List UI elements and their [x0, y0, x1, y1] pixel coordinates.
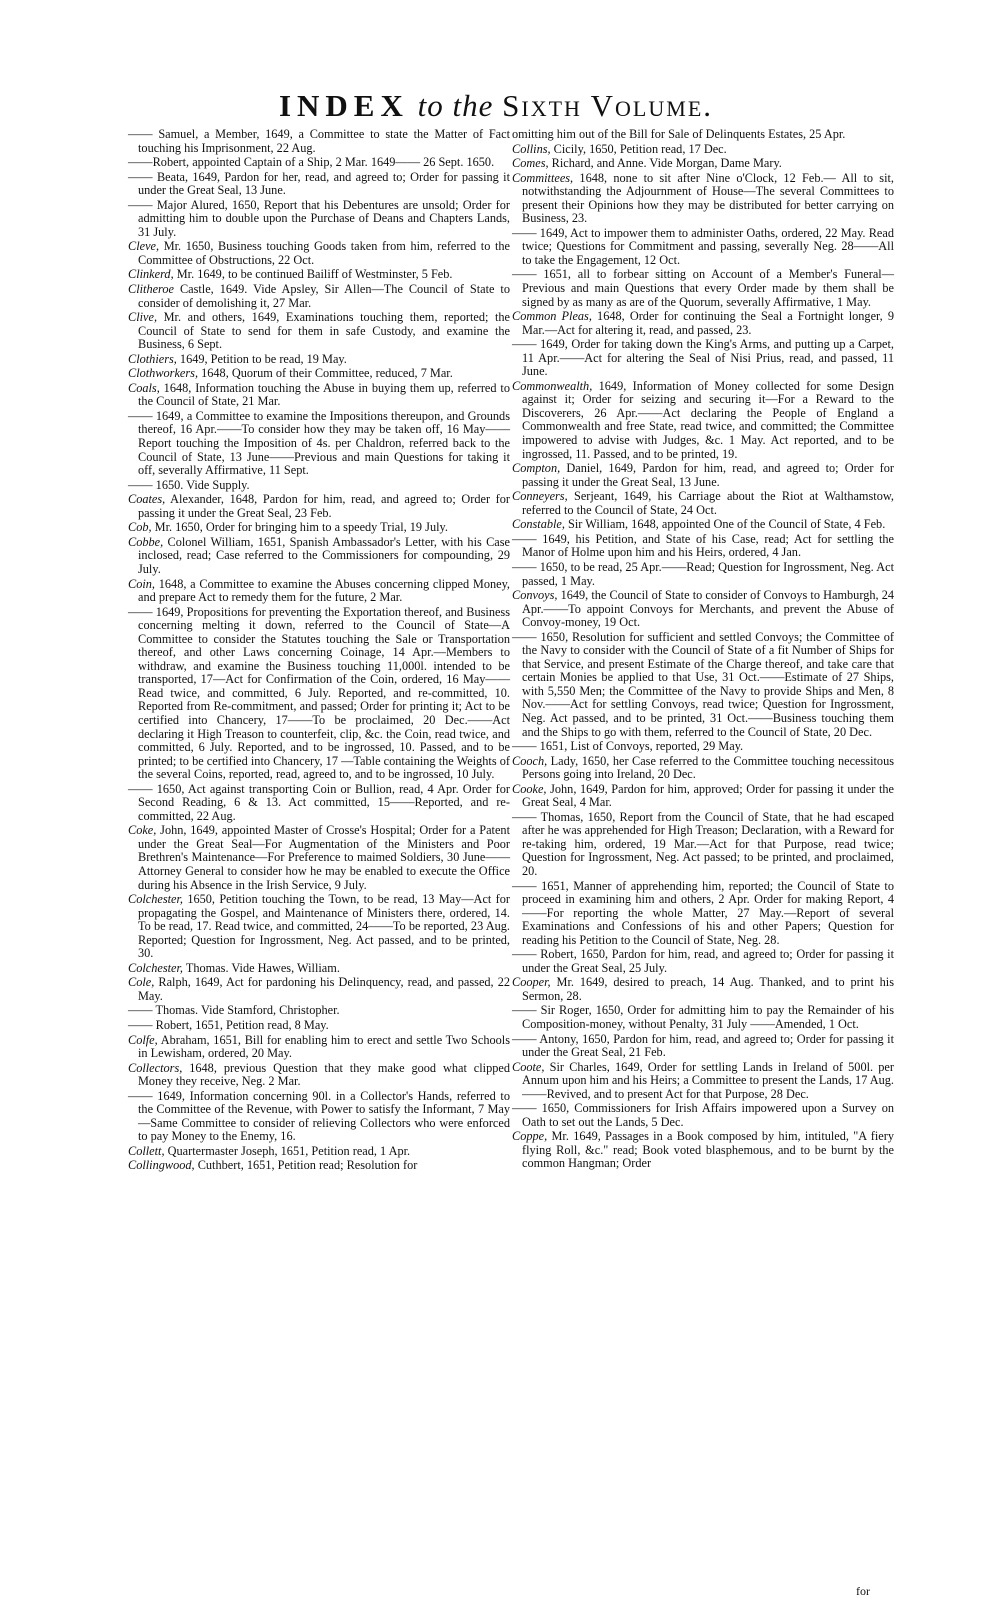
- entry-text: Richard, and Anne. Vide Morgan, Dame Mary.: [548, 156, 782, 171]
- entry-text: Cicily, 1650, Petition read, 17 Dec.: [550, 141, 727, 156]
- index-entry: [512, 1033, 894, 1060]
- index-entry: [512, 310, 894, 337]
- entry-headword: Conneyers,: [512, 489, 568, 504]
- index-entry: [512, 1130, 894, 1171]
- entry-text: —— Samuel, a Member, 1649, a Committee to state the Matter of Fact touching his Imprisonment, 22 Aug.: [128, 127, 510, 155]
- index-entry: [512, 561, 894, 588]
- entry-headword: Commonwealth,: [512, 378, 593, 393]
- entry-text: Mr. 1649, to be continued Bailiff of Westminster, 5 Feb.: [173, 267, 453, 282]
- header-volume: Volume.: [590, 88, 714, 123]
- index-entry: [512, 1061, 894, 1102]
- entry-text: —— Sir Roger, 1650, Order for admitting him to pay the Remainder of his Composition-money, without Penalty, 31 July ——Amended, 1 Oct.: [512, 1003, 894, 1031]
- entry-headword: Colchester,: [128, 892, 183, 907]
- entry-headword: Clitheroe: [128, 282, 174, 297]
- entry-text: —— 1651, all to forbear sitting on Account of a Member's Funeral—Previous and main Questions that every Order made by them shall be signed by as many as are of the Quorum, severally Affirmative, 1 May.: [512, 267, 894, 309]
- entry-headword: Collett,: [128, 1143, 165, 1158]
- index-entry: [128, 536, 510, 577]
- entry-text: John, 1649, appointed Master of Crosse's Hospital; Order for a Patent under the Great Seal—For Augmentation of the Ministers and Poor Brethren's Maintenance—For Preference to maimed Soldiers, 30 June——Attorney General to consider how he may be enabled to execute the Office during his Absence in the Irish Service, 9 July.: [138, 823, 510, 892]
- entry-text: —— 1649, a Committee to examine the Impositions thereupon, and Grounds thereof, 16 Apr.——To consider how they may be taken off, 16 May——Report touching the Imposition of 4s. per Chaldron, referred back to the Council of State, 13 June——Previous and main Questions for taking it off, severally Affirmative, 11 Sept.: [128, 408, 510, 478]
- index-entry: [128, 824, 510, 892]
- index-entry: [512, 631, 894, 739]
- entry-text: Sir Charles, 1649, Order for settling Lands in Ireland of 500l. per Annum upon him and his Heirs; a Committee to present the Lands, 17 Aug.——Revived, and to present Act for that Purpose, 28 Dec.: [522, 1059, 894, 1101]
- entry-headword: Clothiers,: [128, 351, 177, 366]
- entry-headword: Comes,: [512, 156, 549, 171]
- index-entry: [512, 338, 894, 379]
- entry-text: 1648, Quorum of their Committee, reduced, 7 Mar.: [198, 366, 453, 381]
- entry-text: Castle, 1649. Vide Apsley, Sir Allen—The Council of State to consider of demolishing it, 27 Mar.: [138, 282, 510, 310]
- entry-headword: Coke,: [128, 823, 157, 838]
- catchword: for: [856, 1584, 870, 1598]
- entry-text: —— 1650, Act against transporting Coin or Bullion, read, 4 Apr. Order for Second Reading, 6 & 13. Act committed, 15——Reported, and re-committed, 22 Aug.: [128, 781, 510, 823]
- entry-text: —— Thomas, 1650, Report from the Council of State, that he had escaped after he was apprehended for High Treason; Declaration, with a Reward for re-taking him, ordered, 19 Mar.—Act for that Purpose, read twice; Question for Ingrossment, Neg. Act passed; to be printed, and proclaimed, 20.: [512, 809, 894, 878]
- entry-headword: Convoys,: [512, 588, 558, 603]
- index-entry: [128, 962, 510, 976]
- entry-text: —— 1650, Resolution for sufficient and settled Convoys; the Committee of the Navy to consider with the Council of State of a fit Number of Ships for that Service, and present Estimate of the Charge thereof, and take care that certain Monies be applied to that Use, 31 Oct.——Estimate of 27 Ships, with 5,550 Men; the Committee of the Navy to provide Ships and Men, 8 Nov.——Act for settling Convoys, read twice; Question for Ingrossment, Neg. Act passed, and to be printed, 31 Oct.——Business touching them and the Ships to go with them, referred to the Council of State, 20 Dec.: [512, 629, 894, 739]
- index-entry: [512, 227, 894, 268]
- entry-headword: Colchester,: [128, 960, 183, 975]
- entry-text: Ralph, 1649, Act for pardoning his Delinquency, read, and passed, 22 May.: [138, 975, 510, 1003]
- index-entry: [128, 171, 510, 198]
- entry-headword: Cole,: [128, 975, 155, 990]
- entry-text: Lady, 1650, her Case referred to the Committee touching necessitous Persons going into Ireland, 20 Dec.: [522, 753, 894, 782]
- index-entry: [128, 976, 510, 1003]
- entry-text: Abraham, 1651, Bill for enabling him to erect and settle Two Schools in Lewisham, ordered, 20 May.: [138, 1032, 510, 1061]
- index-entry: [512, 1004, 894, 1031]
- index-entry: [512, 143, 894, 157]
- entry-text: Daniel, 1649, Pardon for him, read, and agreed to; Order for passing it under the Great Seal, 13 June.: [522, 461, 894, 489]
- entry-headword: Collins,: [512, 141, 551, 156]
- index-entry: [512, 157, 894, 171]
- index-entry: [512, 755, 894, 782]
- index-entry: [512, 948, 894, 975]
- index-entry: [512, 740, 894, 754]
- entry-text: Mr. 1649, desired to preach, 14 Aug. Thanked, and to print his Sermon, 28.: [522, 975, 894, 1003]
- index-entry: [128, 410, 510, 478]
- index-entry: [512, 589, 894, 630]
- entry-headword: Collingwood,: [128, 1158, 195, 1173]
- entry-text: Thomas. Vide Hawes, William.: [183, 960, 340, 975]
- entry-headword: Coppe,: [512, 1129, 548, 1144]
- entry-text: 1649, Information of Money collected for some Design against it; Order for seizing and securing it—For a Reward to the Discoverers, 26 Apr.——Act declaring the People of England a Commonwealth and free State, read twice, and committed; the Committee impowered to advise with Judges, &c. 1 May. Act reported, and to be ingrossed, 11. Passed, and to be printed, 19.: [522, 378, 894, 461]
- entry-text: Alexander, 1648, Pardon for him, read, and agreed to; Order for passing it under the Great Seal, 23 Feb.: [138, 492, 510, 520]
- entry-text: —— Beata, 1649, Pardon for her, read, and agreed to; Order for passing it under the Great Seal, 13 June.: [128, 169, 510, 198]
- entry-headword: Clinkerd,: [128, 267, 174, 282]
- entry-headword: Colfe,: [128, 1032, 158, 1047]
- entry-text: ——Robert, appointed Captain of a Ship, 2 Mar. 1649—— 26 Sept. 1650.: [128, 155, 495, 170]
- index-entry: [512, 976, 894, 1003]
- running-header: [0, 88, 992, 124]
- index-entry: [128, 1090, 510, 1144]
- entry-text: —— 1650, to be read, 25 Apr.——Read; Question for Ingrossment, Neg. Act passed, 1 May.: [512, 559, 894, 588]
- entry-text: 1648, Information touching the Abuse in buying them up, referred to the Council of State, 21 Mar.: [138, 380, 510, 409]
- entry-headword: Compton,: [512, 461, 561, 476]
- entry-text: —— 1650, Commissioners for Irish Affairs impowered upon a Survey on Oath to set out the Lands, 5 Dec.: [512, 1101, 894, 1129]
- entry-text: 1650, Petition touching the Town, to be read, 13 May—Act for propagating the Gospel, and Maintenance of Ministers there, ordered, 14. To be read, 17. Read twice, and committed, 24——To be reported, 23 Aug. Reported; Question for Ingrossment, Neg. Act passed, and to be printed, 30.: [138, 892, 510, 961]
- right-index-column: [512, 128, 894, 1172]
- entry-text: 1648, none to sit after Nine o'Clock, 12 Feb.— All to sit, notwithstanding the Adjournment of House—The several Committees to present their Opinions how they may be distributed for better carrying on Business, 23.: [522, 170, 894, 226]
- entry-headword: Cooch,: [512, 753, 548, 768]
- entry-text: 1649, the Council of State to consider of Convoys to Hamburgh, 24 Apr.——To appoint Convoys for Merchants, and prevent the Abuse of Convoy-money, 19 Oct.: [522, 588, 894, 630]
- index-entry: [128, 268, 510, 282]
- index-entry: [128, 893, 510, 961]
- index-entry: [512, 380, 894, 461]
- entry-text: 1649, Petition to be read, 19 May.: [176, 351, 347, 366]
- entry-headword: Cooper,: [512, 975, 551, 990]
- entry-text: Sir William, 1648, appointed One of the Council of State, 4 Feb.: [564, 517, 886, 532]
- entry-headword: Cobbe,: [128, 534, 164, 549]
- index-entry: [512, 880, 894, 948]
- entry-headword: Collectors,: [128, 1060, 183, 1075]
- entry-headword: Clothworkers,: [128, 366, 199, 381]
- entry-text: Cuthbert, 1651, Petition read; Resolution for: [194, 1158, 418, 1173]
- entry-text: —— Thomas. Vide Stamford, Christopher.: [128, 1003, 340, 1018]
- entry-headword: Coates,: [128, 492, 166, 507]
- entry-headword: Coote,: [512, 1059, 545, 1074]
- entry-text: —— 1649, Act to impower them to administer Oaths, ordered, 22 May. Read twice; Questions for Commitment and passing, severally Neg. 28——All to take the Engagement, 12 Oct.: [512, 225, 894, 267]
- entry-text: Mr. 1649, Passages in a Book composed by him, intituled, "A fiery flying Roll, &c." read; Book voted blasphemous, and to be burnt by the common Hangman; Order: [522, 1129, 894, 1171]
- index-entry: [512, 462, 894, 489]
- index-entry: [512, 811, 894, 879]
- entry-text: 1648, a Committee to examine the Abuses concerning clipped Money, and prepare Act to remedy them for the future, 2 Mar.: [138, 576, 510, 605]
- index-entry: [128, 493, 510, 520]
- entry-text: Mr. and others, 1649, Examinations touching them, reported; the Council of State to send for them in safe Custody, and examine the Business, 6 Sept.: [138, 310, 510, 352]
- entry-headword: Coals,: [128, 380, 160, 395]
- index-entry: [128, 1159, 510, 1173]
- index-entry: [512, 128, 894, 142]
- header-sixth: Sixth: [502, 88, 582, 123]
- index-entry: [128, 1145, 510, 1159]
- entry-text: —— 1649, Information concerning 90l. in a Collector's Hands, referred to the Committee of the Revenue, with Power to satisfy the Informant, 7 May—Same Committee to consider of relieving Collectors who were enforced to pay Money to the Enemy, 16.: [128, 1088, 510, 1144]
- index-entry: [128, 353, 510, 367]
- entry-headword: Cooke,: [512, 781, 547, 796]
- entry-text: John, 1649, Pardon for him, approved; Order for passing it under the Great Seal, 4 Mar.: [522, 781, 894, 810]
- index-entry: [128, 1004, 510, 1018]
- entry-text: —— 1650. Vide Supply.: [128, 477, 250, 492]
- index-entry: [128, 367, 510, 381]
- index-entry: [512, 268, 894, 309]
- entry-headword: Cleve,: [128, 239, 160, 254]
- index-entry: [128, 128, 510, 155]
- index-entry: [128, 199, 510, 240]
- index-entry: [128, 283, 510, 310]
- index-entry: [512, 490, 894, 517]
- left-index-column: [128, 128, 510, 1174]
- entry-text: omitting him out of the Bill for Sale of Delinquents Estates, 25 Apr.: [512, 127, 846, 141]
- index-entry: [512, 1102, 894, 1129]
- index-entry: [128, 311, 510, 352]
- entry-text: 1648, Order for continuing the Seal a Fortnight longer, 9 Mar.—Act for altering it, read, and passed, 23.: [522, 309, 894, 337]
- entry-text: —— Robert, 1650, Pardon for him, read, and agreed to; Order for passing it under the Great Seal, 25 July.: [512, 947, 894, 975]
- index-entry: [128, 783, 510, 824]
- entry-text: —— 1649, Propositions for preventing the Exportation thereof, and Business concerning melting it down, referred to the Council of State—A Committee to consider the Statutes touching the Sale or Transportation thereof, and other Laws concerning Coinage, 14 Apr.—Members to withdraw, and examine the Business touching 11,000l. intended to be transported, 17—Act for Confirmation of the Coin, ordered, 16 May——Read twice, and committed, 6 July. Reported, and re-committed, 10. Reported from Re-commitment, and passed; Order for printing it; Act to be certified into Chancery, 17——To be proclaimed, 20 Dec.——Act declaring it High Treason to counterfeit, clip, &c. the Coin, read twice, and committed, 6 July. Reported, and to be ingrossed, 10. Passed, and to be printed; to be certified into Chancery, 17 —Table containing the Weights of the several Coins, reported, read, agreed to, and to be ingrossed, 10 July.: [128, 604, 510, 782]
- entry-text: 1648, previous Question that they make good what clipped Money they receive, Neg. 2 Mar.: [138, 1060, 510, 1089]
- index-entry: [128, 240, 510, 267]
- index-entry: [128, 1062, 510, 1089]
- index-entry: [128, 606, 510, 782]
- entry-text: Serjeant, 1649, his Carriage about the Riot at Walthamstow, referred to the Council of State, 24 Oct.: [522, 489, 894, 517]
- index-entry: [128, 1034, 510, 1061]
- index-entry: [512, 533, 894, 560]
- index-entry: [128, 521, 510, 535]
- index-entry: [128, 578, 510, 605]
- entry-text: —— 1649, Order for taking down the King's Arms, and putting up a Carpet, 11 Apr.——Act for altering the Seal of Nisi Prius, read, and passed, 11 June.: [512, 337, 894, 379]
- entry-text: —— Robert, 1651, Petition read, 8 May.: [128, 1018, 329, 1032]
- index-entry: [128, 1019, 510, 1033]
- entry-headword: Cob,: [128, 520, 152, 535]
- index-entry: [512, 783, 894, 810]
- index-entry: [128, 479, 510, 493]
- header-index: INDEX: [278, 88, 409, 123]
- entry-text: —— 1649, his Petition, and State of his Case, read; Act for settling the Manor of Holme upon him and his Heirs, ordered, 4 Jan.: [512, 531, 894, 560]
- entry-headword: Committees,: [512, 170, 574, 185]
- entry-text: —— Antony, 1650, Pardon for him, read, and agreed to; Order for passing it under the Great Seal, 21 Feb.: [512, 1031, 894, 1060]
- index-entry: [512, 518, 894, 532]
- entry-text: Colonel William, 1651, Spanish Ambassador's Letter, with his Case inclosed, read; Case referred to the Commissioners for compounding, 29 July.: [138, 534, 510, 576]
- entry-text: —— Major Alured, 1650, Report that his Debentures are unsold; Order for admitting him to double upon the Purchase of Deans and Chapters Lands, 31 July.: [128, 197, 510, 239]
- entry-text: —— 1651, Manner of apprehending him, reported; the Council of State to proceed in examining him and others, 2 Apr. Order for making Report, 4——For reporting the whole Matter, 27 May.—Report of several Examinations and Confessions of his and other Papers; Question for reading his Petition to the Council of State, Neg. 28.: [512, 878, 894, 947]
- index-entry: [128, 156, 510, 170]
- entry-text: —— 1651, List of Convoys, reported, 29 May.: [512, 739, 744, 754]
- entry-headword: Coin,: [128, 576, 155, 591]
- entry-text: Quartermaster Joseph, 1651, Petition read, 1 Apr.: [164, 1143, 411, 1158]
- entry-text: Mr. 1650, Business touching Goods taken from him, referred to the Committee of Obstructions, 22 Oct.: [138, 239, 510, 267]
- entry-text: Mr. 1650, Order for bringing him to a speedy Trial, 19 July.: [151, 520, 448, 535]
- entry-headword: Common Pleas,: [512, 309, 592, 324]
- header-to-the: to the: [417, 88, 494, 123]
- index-entry: [512, 172, 894, 226]
- entry-headword: Clive,: [128, 310, 158, 325]
- entry-headword: Constable,: [512, 517, 565, 532]
- index-entry: [128, 382, 510, 409]
